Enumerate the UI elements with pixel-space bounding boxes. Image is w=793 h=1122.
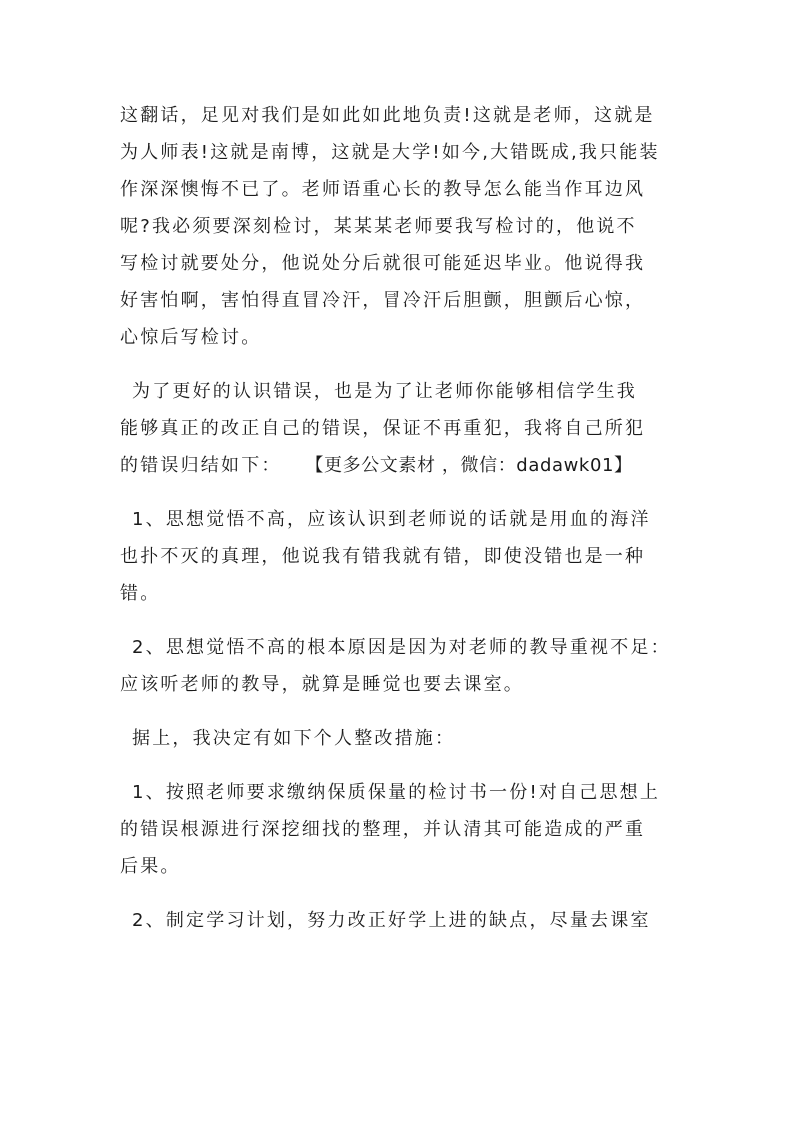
text-line: 后果。: [120, 856, 181, 877]
text-line: 为了更好的认识错误，也是为了让老师你能够相信学生我: [132, 381, 637, 402]
promo-note: 【更多公文素材 ，微信：dadawk01】: [305, 455, 633, 476]
paragraph-6: [120, 774, 680, 885]
text-line: 为人师表!这就是南博，这就是大学!如今,大错既成,我只能装: [120, 142, 660, 163]
text-line: 呢?我必须要深刻检讨，某某某老师要我写检讨的，他说不: [120, 216, 637, 237]
paragraph-7: [120, 902, 680, 939]
paragraph-1: [120, 97, 680, 356]
paragraph-5: [120, 720, 680, 757]
text-line: 写检讨就要处分，他说处分后就很可能延迟毕业。他说得我: [120, 253, 646, 274]
text-line: 这翻话，足见对我们是如此如此地负责!这就是老师，这就是: [120, 105, 655, 126]
text-line: 也扑不灭的真理，他说我有错我就有错，即使没错也是一种: [120, 546, 646, 567]
text-segment: 的错误归结如下：: [120, 455, 282, 476]
text-line: 错。: [120, 583, 161, 604]
text-line: 的错误根源进行深挖细找的整理，并认清其可能造成的严重: [120, 819, 646, 840]
text-line: 作深深懊悔不已了。老师语重心长的教导怎么能当作耳边风: [120, 179, 646, 200]
paragraph-2: [120, 373, 680, 484]
text-line: 据上，我决定有如下个人整改措施：: [132, 728, 456, 749]
document-body: [120, 97, 680, 956]
text-line: 2、思想觉悟不高的根本原因是因为对老师的教导重视不足：: [132, 637, 671, 658]
text-line: 应该听老师的教导，就算是睡觉也要去课室。: [120, 674, 524, 695]
paragraph-4: [120, 629, 680, 703]
paragraph-3: [120, 501, 680, 612]
text-line: 2、制定学习计划，努力改正好学上进的缺点，尽量去课室: [132, 910, 651, 931]
text-line: [120, 447, 680, 484]
text-line: 能够真正的改正自己的错误，保证不再重犯，我将自己所犯: [120, 418, 646, 439]
text-line: 好害怕啊，害怕得直冒冷汗，冒冷汗后胆颤，胆颤后心惊，: [120, 290, 646, 311]
text-line: 1、思想觉悟不高，应该认识到老师说的话就是用血的海洋: [132, 509, 651, 530]
text-line: 1、按照老师要求缴纳保质保量的检讨书一份!对自己思想上: [132, 782, 661, 803]
text-line: 心惊后写检讨。: [120, 327, 262, 348]
